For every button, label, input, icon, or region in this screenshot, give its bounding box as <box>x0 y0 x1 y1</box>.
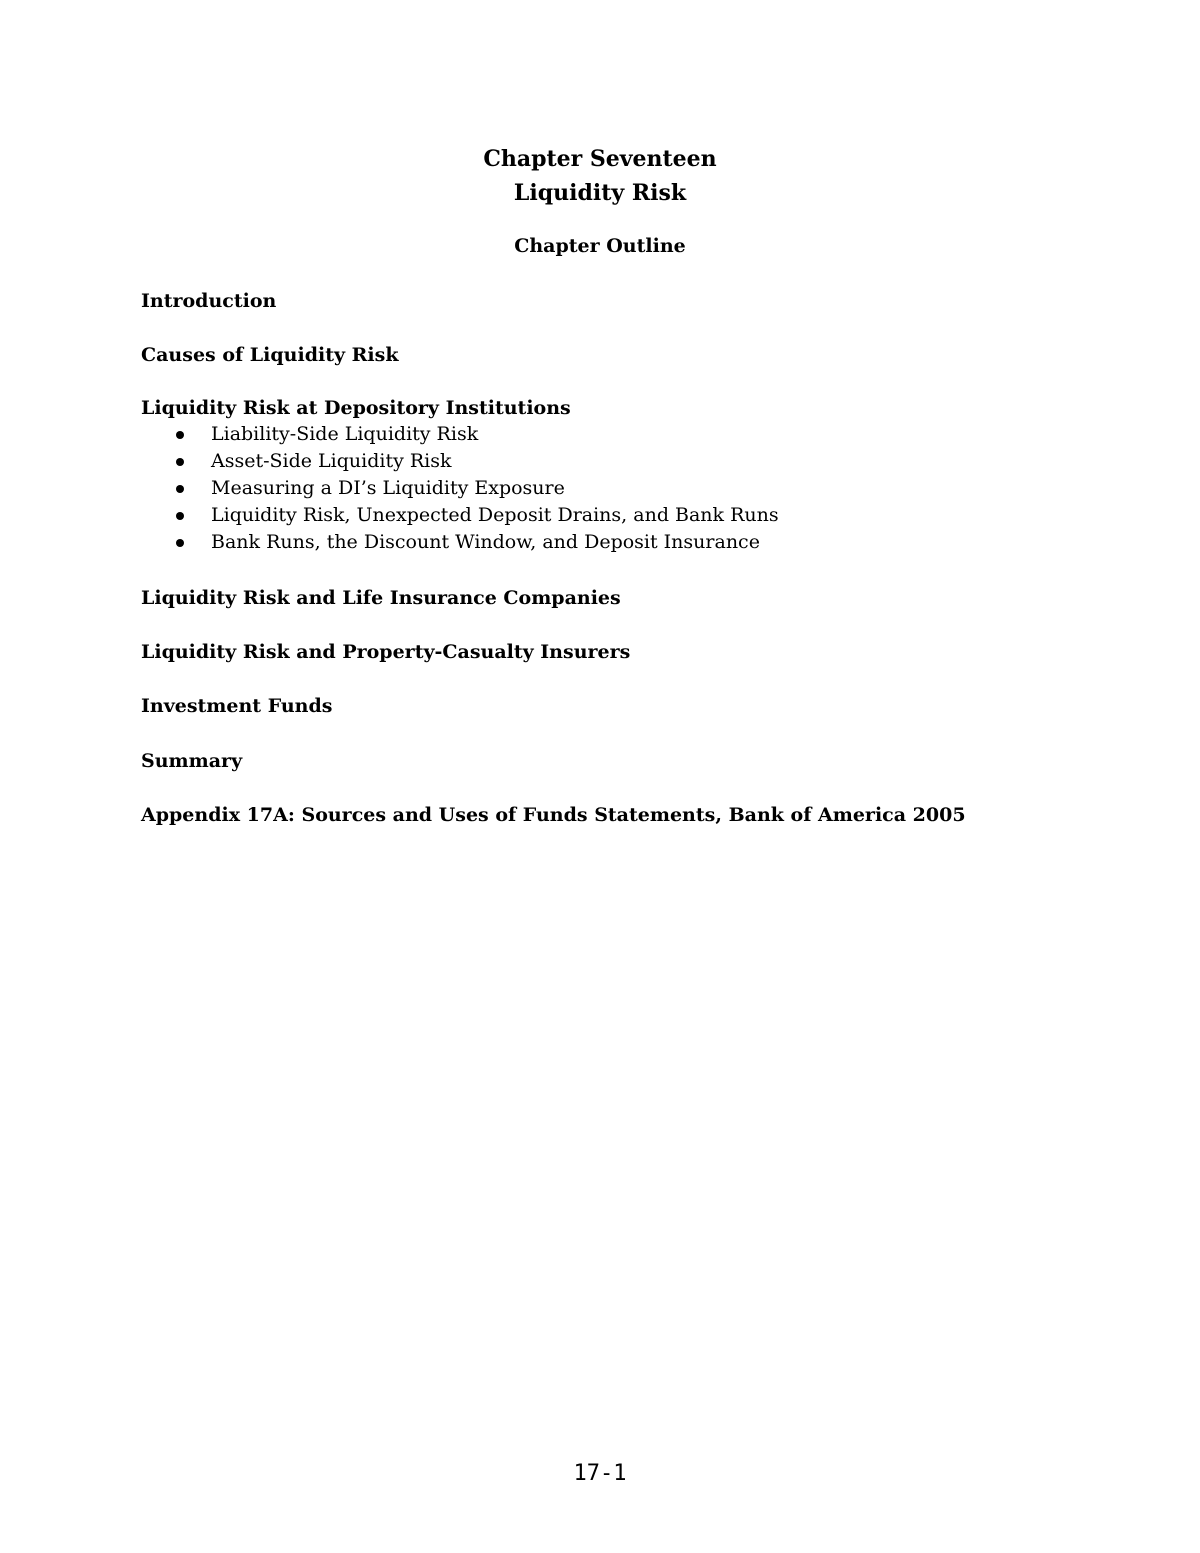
list-item-text: Liability-Side Liquidity Risk <box>211 423 479 445</box>
chapter-title: Chapter Seventeen <box>483 146 717 172</box>
section-causes: Causes of Liquidity Risk <box>141 344 399 366</box>
section-property-casualty: Liquidity Risk and Property-Casualty Insurers <box>141 641 631 663</box>
section-introduction: Introduction <box>141 290 277 312</box>
bullet-icon <box>176 458 184 466</box>
list-item <box>141 475 779 502</box>
bullet-icon <box>176 431 184 439</box>
chapter-subtitle: Liquidity Risk <box>513 180 687 206</box>
section-investment-funds: Investment Funds <box>141 695 333 717</box>
bullet-icon <box>176 485 184 493</box>
depository-bullet-list <box>141 421 779 556</box>
outline-label: Chapter Outline <box>514 235 686 257</box>
section-life-insurance: Liquidity Risk and Life Insurance Companies <box>141 587 621 609</box>
list-item-text: Liquidity Risk, Unexpected Deposit Drains, and Bank Runs <box>211 504 779 526</box>
section-summary: Summary <box>141 750 243 772</box>
list-item <box>141 448 779 475</box>
list-item <box>141 502 779 529</box>
page-number: 17-1 <box>573 1461 627 1486</box>
bullet-icon <box>176 539 184 547</box>
section-appendix: Appendix 17A: Sources and Uses of Funds Statements, Bank of America 2005 <box>141 804 966 826</box>
list-item-text: Bank Runs, the Discount Window, and Deposit Insurance <box>211 531 760 553</box>
list-item-text: Measuring a DI’s Liquidity Exposure <box>211 477 565 499</box>
list-item-text: Asset-Side Liquidity Risk <box>211 450 452 472</box>
list-item <box>141 529 779 556</box>
list-item <box>141 421 779 448</box>
section-depository: Liquidity Risk at Depository Institutions <box>141 397 571 419</box>
bullet-icon <box>176 512 184 520</box>
